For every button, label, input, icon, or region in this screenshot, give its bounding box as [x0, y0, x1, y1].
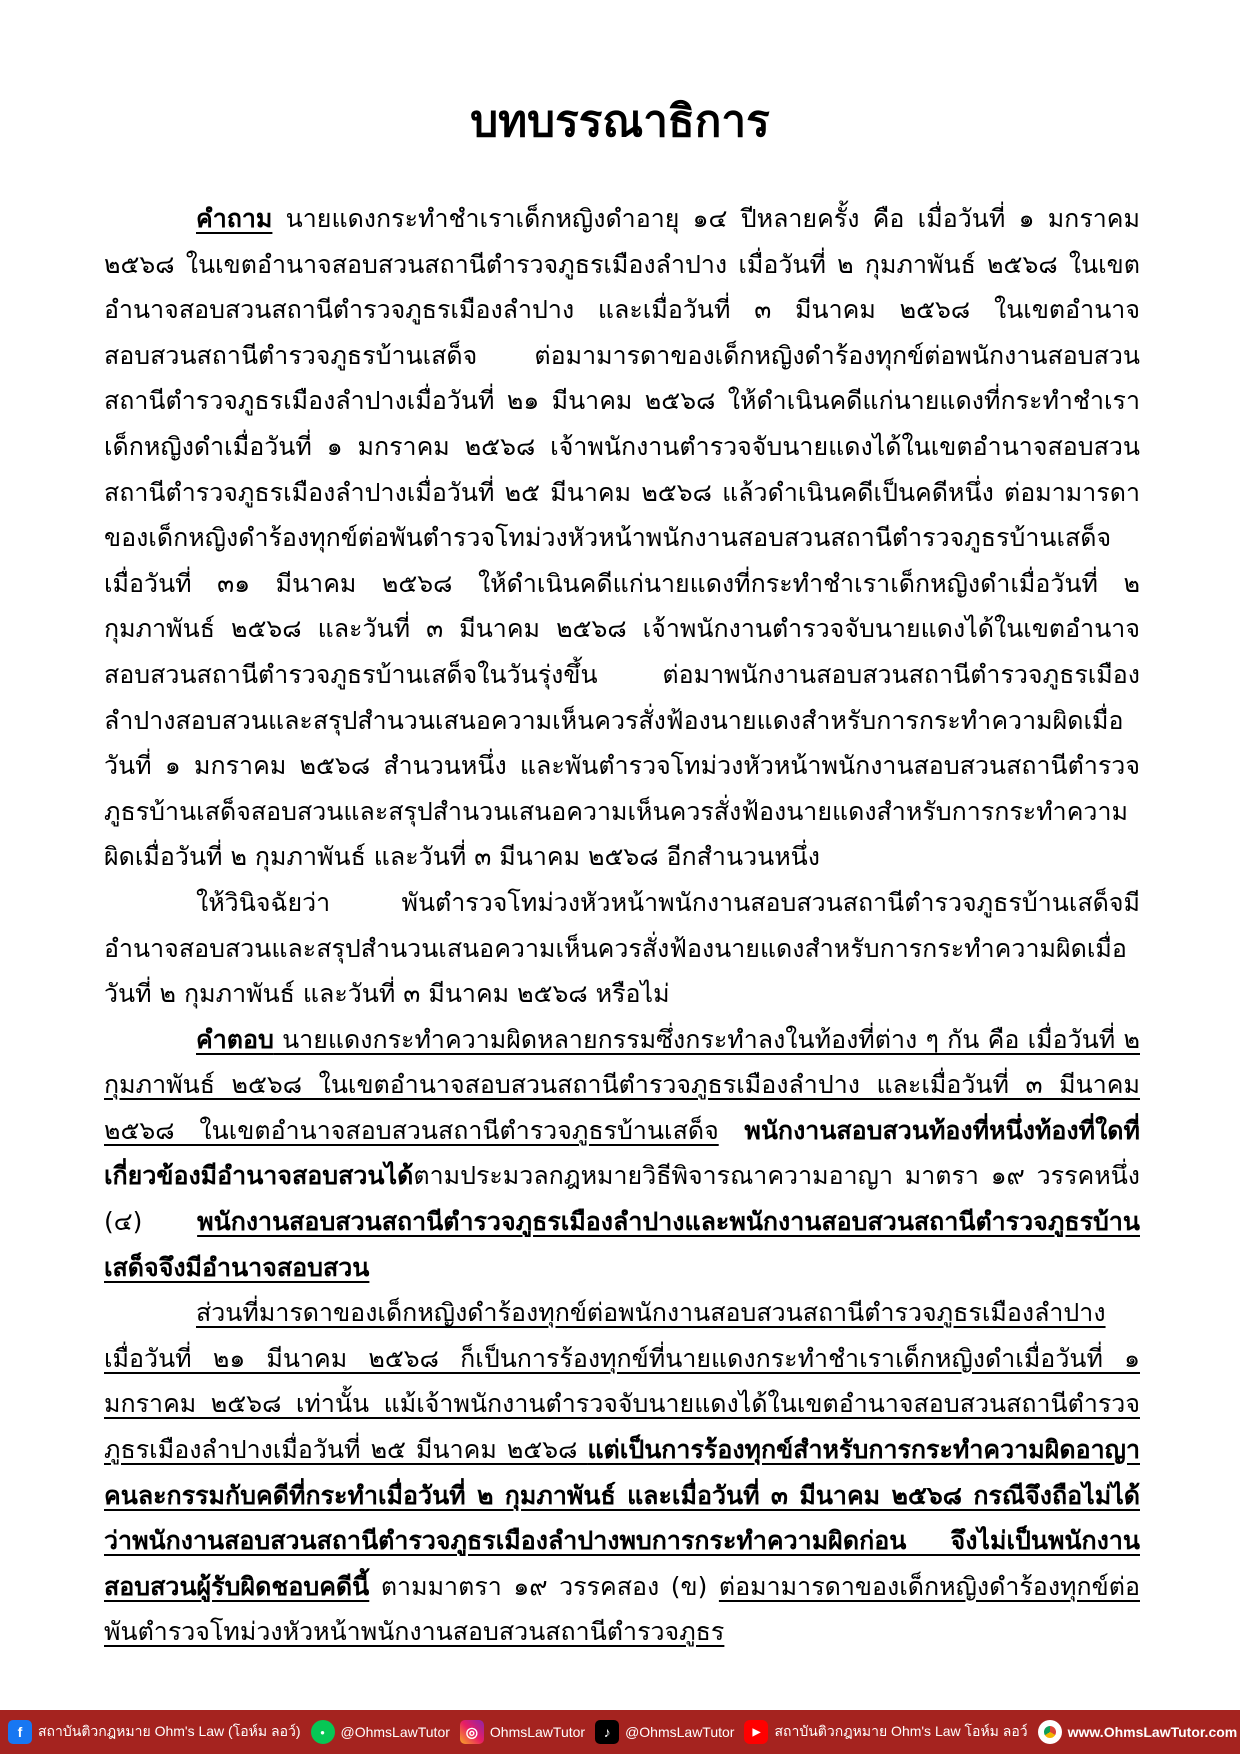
footer-line-label: @OhmsLawTutor [340, 1724, 450, 1740]
footer-tiktok-label: @OhmsLawTutor [625, 1724, 735, 1740]
answer2-underlined-continuation: ต่อมามารดาของเด็กหญิงดำร้องทุกข์ต่อพันตำรวจโทม่วงหัวหน้าพนักงานสอบสวนสถานีตำรวจภูธร [104, 1571, 1140, 1647]
answer2-normal-text: ตามมาตรา ๑๙ วรรคสอง (ข) [369, 1571, 719, 1601]
facebook-icon: f [8, 1720, 32, 1744]
answer-second-paragraph [104, 1290, 1140, 1655]
answer-underlined-text: นายแดงกระทำความผิดหลายกรรมซึ่งกระทำลงในท้องที่ต่าง ๆ กัน คือ เมื่อวันที่ ๒ กุมภาพันธ์ ๒๕๖๘ ในเขตอำนาจสอบสวนสถานีตำรวจภูธรเมืองลำปาง และเมื่อวันที่ ๓ มีนาคม ๒๕๖๘ ในเขตอำนาจสอบสวนสถานีตำรวจภูธรบ้านเสด็จ [104, 1024, 1140, 1145]
footer-facebook-label: สถาบันติวกฎหมาย Ohm's Law (โอห์ม ลอว์) [38, 1723, 301, 1739]
answer-bold-underlined-text: พนักงานสอบสวนสถานีตำรวจภูธรเมืองลำปางและพนักงานสอบสวนสถานีตำรวจภูธรบ้านเสด็จจึงมีอำนาจสอบสวน [104, 1207, 1140, 1282]
answer-label: คำตอบ [196, 1024, 274, 1054]
footer-instagram-label: OhmsLawTutor [489, 1724, 586, 1740]
footer-website-label: www.OhmsLawTutor.com [1067, 1724, 1238, 1740]
question-ask-paragraph: ให้วินิจฉัยว่า พันตำรวจโทม่วงหัวหน้าพนักงานสอบสวนสถานีตำรวจภูธรบ้านเสด็จมีอำนาจสอบสวนและสรุปสำนวนเสนอความเห็นควรสั่งฟ้องนายแดงสำหรับการกระทำความผิดเมื่อวันที่ ๒ กุมภาพันธ์ และวันที่ ๓ มีนาคม ๒๕๖๘ หรือไม่ [104, 887, 1140, 1009]
line-icon: ● [311, 1720, 335, 1744]
answer-paragraph [104, 1017, 1140, 1291]
question-paragraph [104, 196, 1140, 880]
youtube-icon: ▶ [744, 1720, 768, 1744]
answer-bold-text: พนักงานสอบสวนท้องที่หนึ่งท้องที่ใดที่เกี่ยวข้องมีอำนาจสอบสวนได้ [104, 1115, 1140, 1191]
question-text: นายแดงกระทำชำเราเด็กหญิงดำอายุ ๑๔ ปีหลายครั้ง คือ เมื่อวันที่ ๑ มกราคม ๒๕๖๘ ในเขตอำนาจสอบสวนสถานีตำรวจภูธรเมืองลำปาง เมื่อวันที่ ๒ กุมภาพันธ์ ๒๕๖๘ ในเขตอำนาจสอบสวนสถานีตำรวจภูธรเมืองลำปาง และเมื่อวันที่ ๓ มีนาคม ๒๕๖๘ ในเขตอำนาจสอบสวนสถานีตำรวจภูธรบ้านเสด็จ ต่อมามารดาของเด็กหญิงดำร้องทุกข์ต่อพนักงานสอบสวนสถานีตำรวจภูธรเมืองลำปางเมื่อวันที่ ๒๑ มีนาคม ๒๕๖๘ ให้ดำเนินคดีแก่นายแดงที่กระทำชำเราเด็กหญิงดำเมื่อวันที่ ๑ มกราคม ๒๕๖๘ เจ้าพนักงานตำรวจจับนายแดงได้ในเขตอำนาจสอบสวนสถานีตำรวจภูธรเมืองลำปางเมื่อวันที่ ๒๕ มีนาคม ๒๕๖๘ แล้วดำเนินคดีเป็นคดีหนึ่ง ต่อมามารดาของเด็กหญิงดำร้องทุกข์ต่อพันตำรวจโทม่วงหัวหน้าพนักงานสอบสวนสถานีตำรวจภูธรบ้านเสด็จเมื่อวันที่ ๓๑ มีนาคม ๒๕๖๘ ให้ดำเนินคดีแก่นายแดงที่กระทำชำเราเด็กหญิงดำเมื่อวันที่ ๒ กุมภาพันธ์ ๒๕๖๘ และวันที่ ๓ มีนาคม ๒๕๖๘ เจ้าพนักงานตำรวจจับนายแดงได้ในเขตอำนาจสอบสวนสถานีตำรวจภูธรบ้านเสด็จในวันรุ่งขึ้น ต่อมาพนักงานสอบสวนสถานีตำรวจภูธรเมืองลำปางสอบสวนและสรุปสำนวนเสนอความเห็นควรสั่งฟ้องนายแดงสำหรับการกระทำความผิดเมื่อวันที่ ๑ มกราคม ๒๕๖๘ สำนวนหนึ่ง และพันตำรวจโทม่วงหัวหน้าพนักงานสอบสวนสถานีตำรวจภูธรบ้านเสด็จสอบสวนและสรุปสำนวนเสนอความเห็นควรสั่งฟ้องนายแดงสำหรับการกระทำความผิดเมื่อวันที่ ๒ กุมภาพันธ์ และวันที่ ๓ มีนาคม ๒๕๖๘ อีกสำนวนหนึ่ง [104, 204, 1140, 872]
document-body [104, 196, 1140, 1655]
footer-line[interactable] [311, 1720, 450, 1744]
page-title: บทบรรณาธิการ [470, 96, 770, 147]
answer2-underlined-text: ส่วนที่มารดาของเด็กหญิงดำร้องทุกข์ต่อพนักงานสอบสวนสถานีตำรวจภูธรเมืองลำปางเมื่อวันที่ ๒๑ มีนาคม ๒๕๖๘ ก็เป็นการร้องทุกข์ที่นายแดงกระทำชำเราเด็กหญิงดำเมื่อวันที่ ๑ มกราคม ๒๕๖๘ เท่านั้น แม้เจ้าพนักงานตำรวจจับนายแดงได้ในเขตอำนาจสอบสวนสถานีตำรวจภูธรเมืองลำปางเมื่อวันที่ ๒๕ มีนาคม ๒๕๖๘ [104, 1298, 1140, 1465]
answer-normal-text: ตามประมวลกฎหมายวิธีพิจารณาความอาญา มาตรา ๑๙ วรรคหนึ่ง (๔) [104, 1161, 1140, 1237]
footer-instagram[interactable] [460, 1720, 585, 1744]
footer-bar [0, 1710, 1240, 1754]
footer-youtube[interactable] [744, 1720, 1027, 1744]
instagram-icon: ◎ [460, 1720, 484, 1744]
question-label: คำถาม [196, 204, 273, 233]
footer-facebook[interactable] [8, 1720, 301, 1744]
footer-youtube-label: สถาบันติวกฎหมาย Ohm's Law โอห์ม ลอว์ [774, 1723, 1028, 1739]
chrome-icon [1038, 1720, 1062, 1744]
tiktok-icon: ♪ [595, 1720, 619, 1744]
answer2-bold-underlined-text: แต่เป็นการร้องทุกข์สำหรับการกระทำความผิดอาญาคนละกรรมกับคดีที่กระทำเมื่อวันที่ ๒ กุมภาพันธ์ และเมื่อวันที่ ๓ มีนาคม ๒๕๖๘ กรณีจึงถือไม่ได้ว่าพนักงานสอบสวนสถานีตำรวจภูธรเมืองลำปางพบการกระทำความผิดก่อน จึงไม่เป็นพนักงานสอบสวนผู้รับผิดชอบคดีนี้ [104, 1435, 1140, 1601]
footer-tiktok[interactable] [595, 1720, 734, 1744]
footer-website[interactable] [1038, 1720, 1238, 1744]
